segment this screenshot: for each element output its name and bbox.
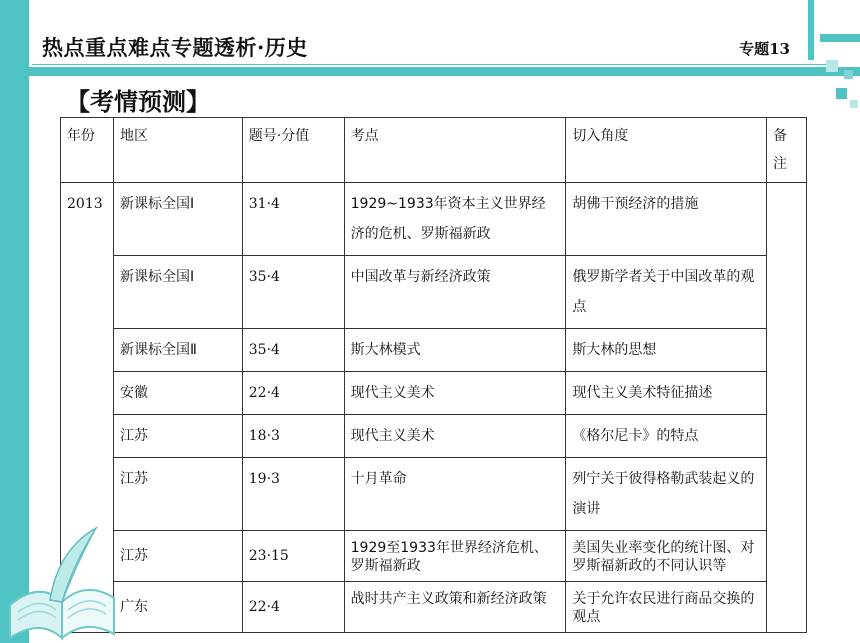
header-angle: 切入角度 [566, 118, 767, 183]
table-row [61, 329, 807, 372]
region-cell: 安徽 [113, 372, 242, 415]
exam-forecast-table [60, 117, 807, 633]
num-cell: 19·3 [242, 458, 344, 531]
num-cell: 18·3 [242, 415, 344, 458]
point-cell: 战时共产主义政策和新经济政策 [344, 582, 566, 633]
angle-cell: 俄罗斯学者关于中国改革的观点 [566, 256, 767, 329]
header-title: 热点重点难点专题透析·历史 [42, 35, 308, 60]
num-cell: 22·4 [242, 582, 344, 633]
section-title: 【考情预测】 [66, 88, 210, 116]
header-year: 年份 [61, 118, 114, 183]
header-topic: 专题13 [739, 40, 790, 58]
table-row [61, 531, 807, 582]
region-cell: 广东 [113, 582, 242, 633]
table-row [61, 183, 807, 256]
point-cell: 中国改革与新经济政策 [344, 256, 566, 329]
num-cell: 31·4 [242, 183, 344, 256]
angle-cell: 关于允许农民进行商品交换的观点 [566, 582, 767, 633]
angle-cell: 《格尔尼卡》的特点 [566, 415, 767, 458]
header-region: 地区 [113, 118, 242, 183]
header-question-score: 题号·分值 [242, 118, 344, 183]
region-cell: 江苏 [113, 458, 242, 531]
point-cell: 1929~1933年资本主义世界经济的危机、罗斯福新政 [344, 183, 566, 256]
region-cell: 江苏 [113, 415, 242, 458]
table-row [61, 256, 807, 329]
point-cell: 现代主义美术 [344, 415, 566, 458]
num-cell: 35·4 [242, 329, 344, 372]
corner-decoration [800, 0, 860, 120]
year-cell: 2013 [61, 183, 114, 633]
table-row [61, 458, 807, 531]
angle-cell: 胡佛干预经济的措施 [566, 183, 767, 256]
num-cell: 23·15 [242, 531, 344, 582]
region-cell: 新课标全国Ⅰ [113, 256, 242, 329]
region-cell: 江苏 [113, 531, 242, 582]
angle-cell: 美国失业率变化的统计图、对罗斯福新政的不同认识等 [566, 531, 767, 582]
header-notes: 备注 [767, 118, 807, 183]
header-rule [32, 64, 832, 65]
point-cell: 斯大林模式 [344, 329, 566, 372]
point-cell: 现代主义美术 [344, 372, 566, 415]
table-header-row [61, 118, 807, 183]
region-cell: 新课标全国Ⅰ [113, 183, 242, 256]
frame-top-bar [29, 67, 860, 76]
num-cell: 35·4 [242, 256, 344, 329]
notes-cell [767, 183, 807, 633]
region-cell: 新课标全国Ⅱ [113, 329, 242, 372]
angle-cell: 斯大林的思想 [566, 329, 767, 372]
angle-cell: 列宁关于彼得格勒武装起义的演讲 [566, 458, 767, 531]
open-book-illustration [0, 510, 120, 643]
header-exam-point: 考点 [344, 118, 566, 183]
num-cell: 22·4 [242, 372, 344, 415]
table-row [61, 582, 807, 633]
point-cell: 十月革命 [344, 458, 566, 531]
table-row [61, 372, 807, 415]
angle-cell: 现代主义美术特征描述 [566, 372, 767, 415]
point-cell: 1929至1933年世界经济危机、罗斯福新政 [344, 531, 566, 582]
table-row [61, 415, 807, 458]
